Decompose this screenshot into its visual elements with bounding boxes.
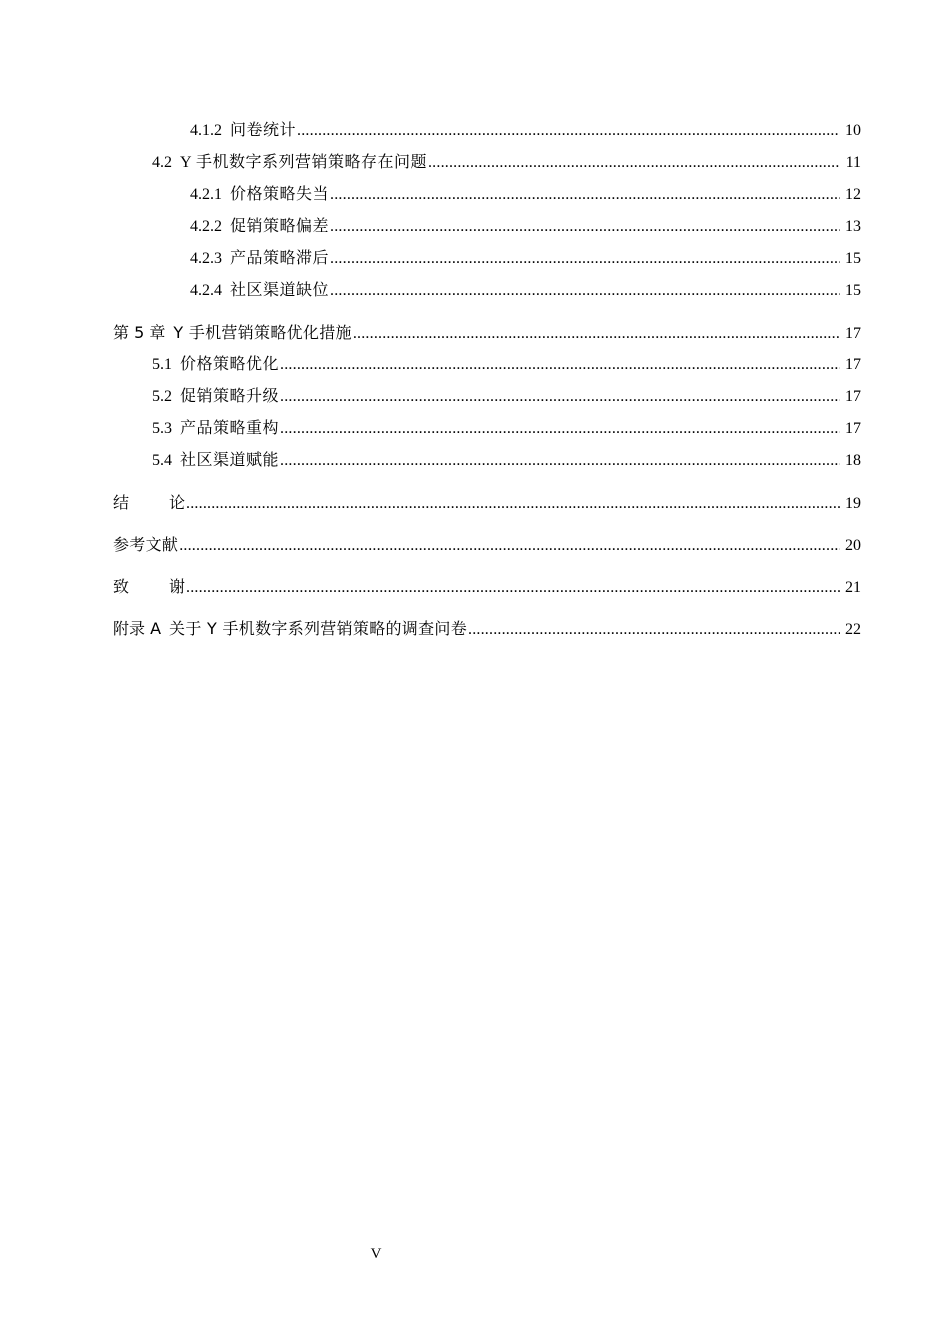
page-number-footer: V	[370, 1246, 382, 1262]
dot-leader	[186, 574, 840, 602]
toc-title-char: 致	[113, 577, 130, 596]
toc-entry-appendix-a[interactable]	[113, 615, 861, 647]
toc-entry-number: 4.2	[152, 154, 172, 171]
toc-entry-page: 20	[845, 537, 861, 554]
toc-entry-page: 17	[845, 420, 861, 437]
toc-entry-number: 4.1.2	[190, 122, 222, 139]
toc-title-char: 谢	[169, 577, 186, 596]
toc-title-char: 论	[169, 493, 186, 512]
dot-leader	[280, 447, 840, 475]
toc-entry-number: 5.1	[152, 356, 172, 373]
toc-entry-page: 13	[845, 218, 861, 235]
toc-entry-number: 5.4	[152, 452, 172, 469]
toc-entry-5-2[interactable]	[113, 383, 861, 415]
table-of-contents	[113, 117, 861, 647]
toc-entry-5-4[interactable]	[113, 447, 861, 479]
toc-entry-title	[113, 489, 185, 517]
dot-leader	[280, 415, 840, 443]
toc-entry-conclusion[interactable]	[113, 489, 861, 521]
toc-entry-number: 4.2.4	[190, 282, 222, 299]
toc-entry-4-2-3[interactable]	[113, 245, 861, 277]
toc-entry-4-2-1[interactable]	[113, 181, 861, 213]
dot-leader	[468, 616, 840, 644]
toc-entry-page: 19	[845, 495, 861, 512]
toc-entry-page: 12	[845, 186, 861, 203]
dot-leader	[330, 245, 840, 273]
dot-leader	[179, 532, 840, 560]
toc-entry-title: 产品策略重构	[180, 420, 280, 437]
toc-entry-page: 11	[845, 154, 861, 171]
toc-entry-title: 社区渠道赋能	[180, 452, 280, 469]
toc-entry-number: 5.2	[152, 388, 172, 405]
toc-entry-5-1[interactable]	[113, 351, 861, 383]
dot-leader	[186, 490, 840, 518]
toc-title-char: 结	[113, 493, 130, 512]
dot-leader	[428, 149, 840, 177]
toc-entry-acknowledgements[interactable]	[113, 573, 861, 605]
toc-entry-number: 4.2.3	[190, 250, 222, 267]
toc-entry-references[interactable]	[113, 531, 861, 563]
toc-entry-title: 参考文献	[113, 535, 179, 554]
dot-leader	[330, 181, 840, 209]
toc-entry-number: 附录 A	[113, 619, 162, 638]
toc-entry-title	[113, 573, 185, 601]
toc-entry-title: 问卷统计	[230, 122, 297, 139]
toc-entry-number: 4.2.1	[190, 186, 222, 203]
toc-entry-chapter-5[interactable]	[113, 319, 861, 351]
toc-entry-page: 22	[845, 621, 861, 638]
toc-entry-title: 产品策略滞后	[230, 250, 330, 267]
toc-entry-title: 促销策略偏差	[230, 218, 330, 235]
toc-entry-page: 17	[845, 388, 861, 405]
toc-entry-title: 价格策略失当	[230, 186, 330, 203]
toc-entry-4-1-2[interactable]	[113, 117, 861, 149]
toc-entry-page: 17	[845, 356, 861, 373]
toc-entry-number: 4.2.2	[190, 218, 222, 235]
toc-entry-title: 价格策略优化	[180, 356, 280, 373]
dot-leader	[353, 320, 840, 348]
toc-entry-title: 社区渠道缺位	[230, 282, 330, 299]
toc-entry-5-3[interactable]	[113, 415, 861, 447]
toc-entry-4-2[interactable]	[113, 149, 861, 181]
dot-leader	[297, 117, 840, 145]
dot-leader	[330, 277, 840, 305]
toc-entry-page: 18	[845, 452, 861, 469]
toc-entry-title: Y 手机数字系列营销策略存在问题	[180, 154, 427, 171]
toc-entry-title: 关于 Y 手机数字系列营销策略的调查问卷	[169, 619, 467, 638]
dot-leader	[280, 351, 840, 379]
toc-entry-number: 第 5 章	[113, 323, 166, 342]
toc-entry-page: 17	[845, 325, 861, 342]
dot-leader	[280, 383, 840, 411]
toc-entry-page: 10	[845, 122, 861, 139]
toc-entry-title: 促销策略升级	[180, 388, 280, 405]
toc-entry-number: 5.3	[152, 420, 172, 437]
toc-entry-4-2-4[interactable]	[113, 277, 861, 309]
toc-entry-title: Y 手机营销策略优化措施	[173, 323, 352, 342]
toc-entry-page: 15	[845, 282, 861, 299]
toc-entry-4-2-2[interactable]	[113, 213, 861, 245]
dot-leader	[330, 213, 840, 241]
toc-entry-page: 21	[845, 579, 861, 596]
toc-entry-page: 15	[845, 250, 861, 267]
